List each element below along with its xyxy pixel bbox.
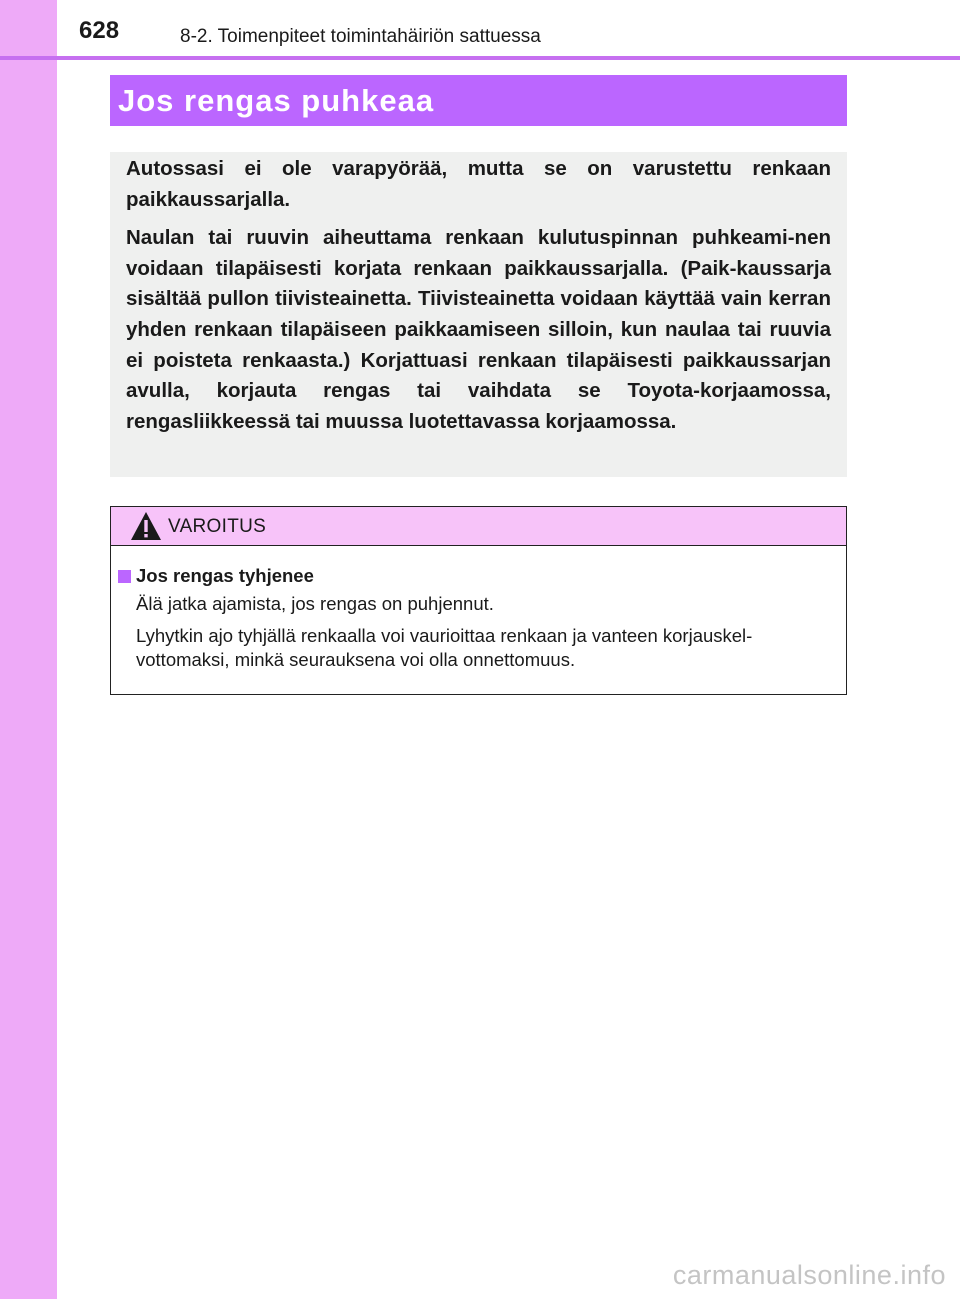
warning-header — [111, 507, 846, 546]
side-color-bar — [0, 0, 57, 1299]
intro-paragraph: Naulan tai ruuvin aiheuttama renkaan kulutuspinnan puhkeami-nen voidaan tilapäisesti korjata renkaan paikkaussarjalla. (Paik-kaussarja sisältää pullon tiivisteainetta. Tiivisteainetta voidaan käyttää vain kerran yhden renkaan tilapäiseen paikkaamiseen silloin, kun naulaa tai ruuvia ei poisteta renkaasta.) Korjattuasi renkaan tilapäisesti paikkaussarjan avulla, korjauta rengas tai vaihdata se Toyota-korjaamossa, rengasliikkeessä tai muussa luotettavassa korjaamossa. — [126, 226, 831, 433]
warning-heading-text: Jos rengas tyhjenee — [136, 565, 314, 586]
warning-text: Älä jatka ajamista, jos rengas on puhjennut. — [136, 593, 494, 614]
square-bullet-icon — [118, 570, 131, 583]
warning-text: Lyhytkin ajo tyhjällä renkaalla voi vaurioittaa renkaan ja vanteen korjauskel-vottomaksi, minkä seurauksena voi olla onnettomuus. — [136, 624, 753, 670]
watermark: carmanualsonline.info — [672, 1260, 946, 1290]
header-divider — [0, 56, 960, 60]
intro-box — [110, 152, 847, 477]
warning-label: VAROITUS — [168, 516, 267, 537]
warning-box — [110, 506, 847, 695]
section-title: Jos rengas puhkeaa — [110, 75, 847, 126]
chapter-title: 8-2. Toimenpiteet toimintahäiriön sattuessa — [180, 26, 541, 47]
warning-triangle-icon — [130, 511, 162, 541]
warning-heading — [118, 564, 832, 588]
page-number: 628 — [79, 17, 120, 44]
warning-body — [111, 546, 846, 673]
intro-paragraph: Autossasi ei ole varapyörää, mutta se on varustettu renkaan paikkaussarjalla. — [126, 157, 831, 211]
